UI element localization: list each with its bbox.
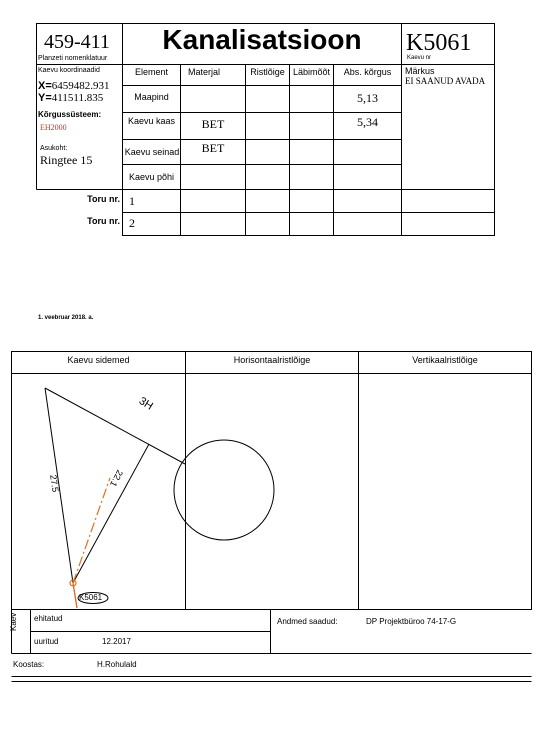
page-title: Kanalisatsioon: [162, 24, 362, 55]
footer-surveyed-date: 12.2017: [102, 637, 131, 646]
nomenclature-caption: Planzeti nomenklatuur: [38, 55, 108, 62]
length-label-a: 27.5: [48, 474, 61, 493]
pipe-1-label: Toru nr.: [87, 194, 120, 204]
x-label: X=: [38, 80, 52, 92]
height-system-caption: Kõrgussüsteem:: [38, 110, 102, 119]
row-element-walls: Kaevu seinad: [124, 147, 180, 157]
row-material-lid: BET: [201, 117, 225, 131]
address-caption: Asukoht:: [40, 145, 68, 152]
address-value: Ringtee 15: [40, 153, 93, 167]
author-label: Koostas:: [13, 660, 45, 669]
row-element-bottom: Kaevu põhi: [128, 172, 175, 182]
data-source-label: Andmed saadud:: [277, 617, 338, 626]
panel-title-horizontal: Horisontaalristlõige: [233, 355, 311, 365]
footer-side-label: Kaev: [9, 612, 18, 631]
height-system-value: EH2000: [40, 123, 67, 132]
row-material-walls: BET: [201, 141, 225, 155]
col-header-note: Märkus: [405, 66, 435, 76]
well-number: K5061: [406, 30, 472, 56]
building-label: 3H: [136, 395, 155, 413]
planned-pipe-line: [73, 478, 110, 583]
col-header-element: Element: [134, 67, 169, 77]
nomenclature-number: 459-411: [44, 31, 110, 53]
row-abs-height-lid: 5,34: [357, 115, 378, 129]
pipe-line-b: [73, 444, 149, 583]
col-header-abs-height: Abs. kõrgus: [343, 67, 392, 77]
pipe-2-number: 2: [129, 216, 135, 230]
x-coordinate: [38, 80, 110, 92]
y-label: Y=: [38, 92, 52, 104]
footer-built-label: ehitatud: [34, 614, 63, 623]
col-header-cross-section: Ristlõige: [250, 67, 285, 77]
row-element-lid: Kaevu kaas: [127, 116, 176, 126]
well-caption: Kaevu nr: [407, 55, 432, 61]
panel-title-vertical: Vertikaalristlõige: [412, 355, 478, 365]
row-abs-height-ground: 5,13: [357, 91, 378, 105]
coords-caption: Kaevu koordinaadid: [38, 67, 100, 74]
author-value: H.Rohulald: [97, 660, 137, 669]
horizontal-section-circle: [174, 440, 274, 540]
pipe-1-number: 1: [129, 194, 135, 208]
y-coordinate: [38, 92, 103, 104]
col-header-material: Materjal: [188, 67, 221, 77]
col-header-diameter: Läbimõõt: [292, 67, 331, 77]
length-label-b: 22.1: [107, 468, 125, 489]
well-tag: K5061: [79, 593, 103, 602]
panel-title-connections: Kaevu sidemed: [67, 355, 130, 365]
planned-pipe-stub: [73, 583, 77, 608]
document-date: 1. veebruar 2018. a.: [38, 315, 94, 321]
x-value: 6459482.931: [51, 80, 110, 92]
pipe-2-label: Toru nr.: [87, 216, 120, 226]
data-source-value: DP Projektbüroo 74-17-G: [366, 617, 457, 626]
row-element-ground: Maapind: [134, 92, 169, 102]
y-value: 411511.835: [51, 92, 104, 104]
note-value: EI SAANUD AVADA: [405, 76, 486, 86]
footer-surveyed-label: uuritud: [34, 637, 59, 646]
building-edge-top: [45, 388, 185, 464]
